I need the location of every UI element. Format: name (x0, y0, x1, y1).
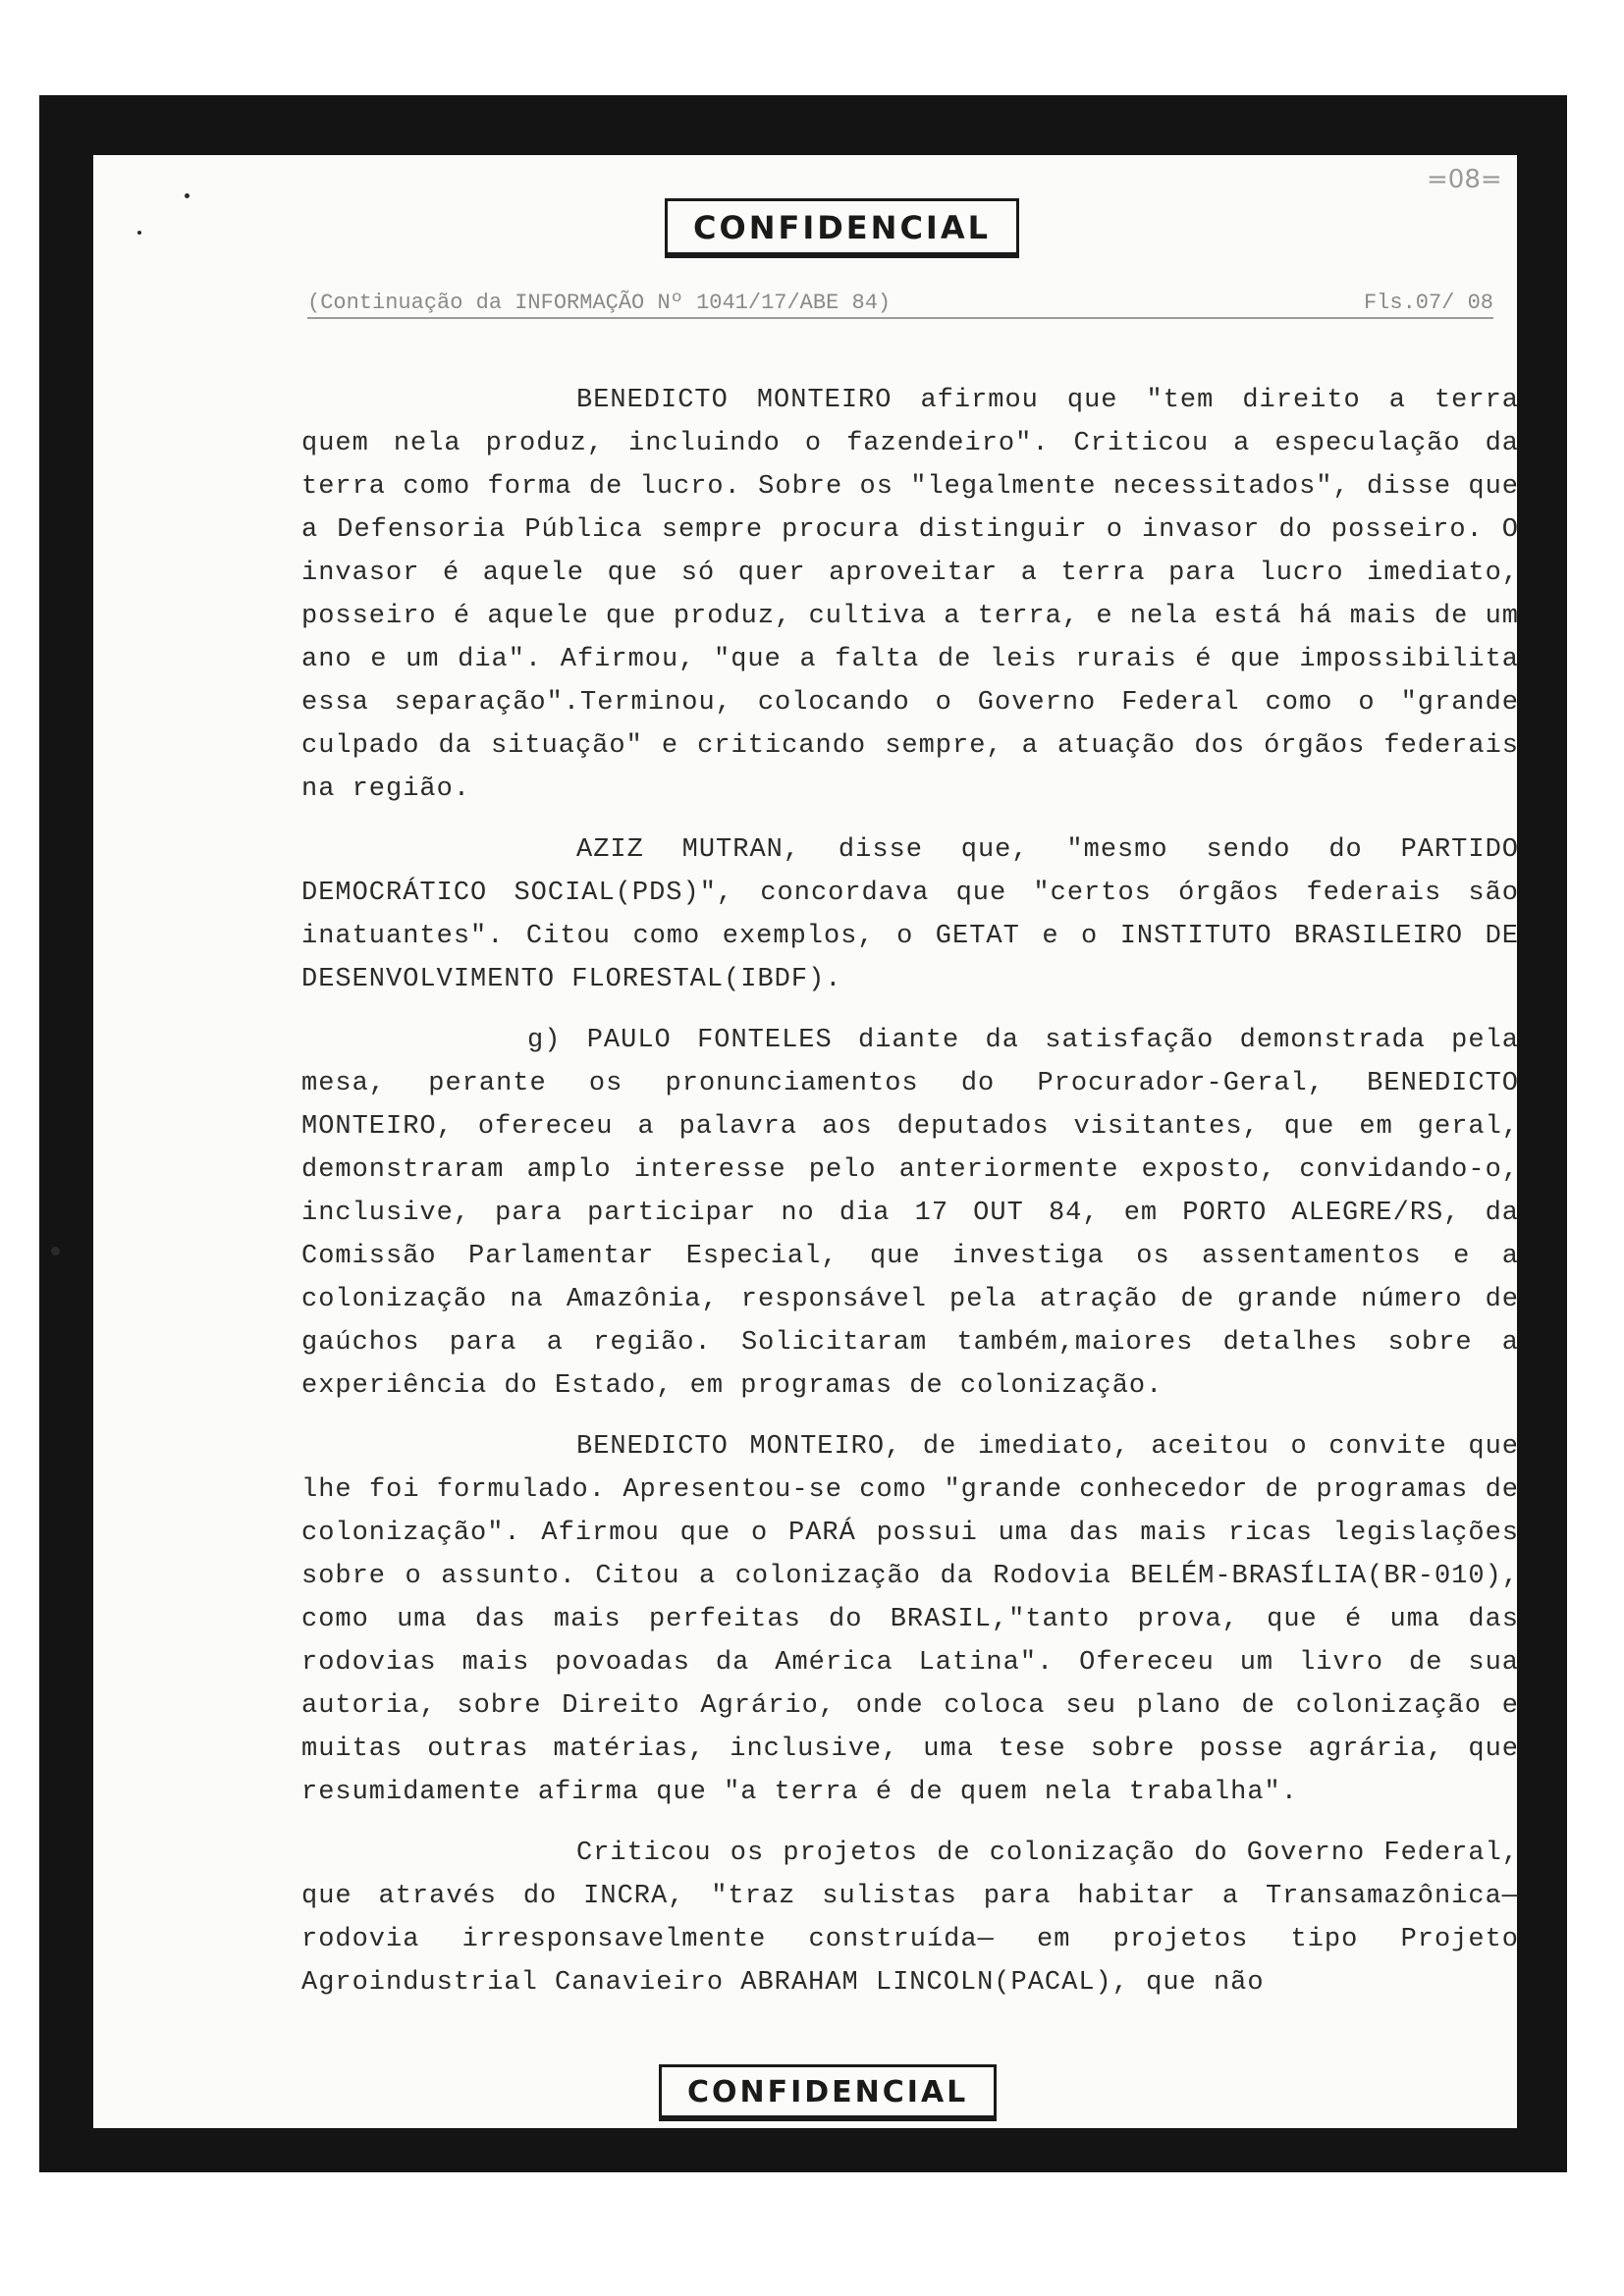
confidential-stamp-bottom: CONFIDENCIAL (659, 2064, 997, 2121)
header-reference: (Continuação da INFORMAÇÃO Nº 1041/17/ABE 84) (307, 291, 892, 315)
paragraph-3: g) PAULO FONTELES diante da satisfação demonstrada pela mesa, perante os pronunciamentos do Procurador-Geral, BENEDICTO MONTEIRO, ofereceu a palavra aos deputados visitantes, que em geral, demonstraram amplo interesse pelo anteriormente exposto, convidando-o, inclusive, para participar no dia 17 OUT 84, em PORTO ALEGRE/RS, da Comissão Parlamentar Especial, que investiga os assentamentos e a colonização na Amazônia, responsável pela atração de grande número de gaúchos para a região. Solicitaram também,maiores detalhes sobre a experiência do Estado, em programas de colonização. (301, 1026, 1519, 1401)
paragraph-4: BENEDICTO MONTEIRO, de imediato, aceitou o convite que lhe foi formulado. Apresentou-se como "grande conhecedor de programas de colonização". Afirmou que o PARÁ possui uma das mais ricas legislações sobre o assunto. Citou a colonização da Rodovia BELÉM-BRASÍLIA(BR-010), como uma das mais perfeitas do BRASIL,"tanto prova, que é uma das rodovias mais povoadas da América Latina". Ofereceu um livro de sua autoria, sobre Direito Agrário, onde coloca seu plano de colonização e muitas outras matérias, inclusive, uma tese sobre posse agrária, que resumidamente afirma que "a terra é de quem nela trabalha". (301, 1432, 1519, 1807)
scan-speck (137, 231, 141, 235)
paragraph-1: BENEDICTO MONTEIRO afirmou que "tem direito a terra quem nela produz, incluindo o fazendeiro". Criticou a especulação da terra como forma de lucro. Sobre os "legalmente necessitados", disse que a Defensoria Pública sempre procura distinguir o invasor do posseiro. O invasor é aquele que só quer aproveitar a terra para lucro imediato, posseiro é aquele que produz, cultiva a terra, e nela está há mais de um ano e um dia". Afirmou, "que a falta de leis rurais é que impossibilita essa separação".Terminou, colocando o Governo Federal como o "grande culpado da situação" e criticando sempre, a atuação dos órgãos federais na região. (301, 386, 1519, 804)
paragraph-5: Criticou os projetos de colonização do Governo Federal, que através do INCRA, "traz sulistas para habitar a Transamazônica— rodovia irresponsavelmente construída— em projetos tipo Projeto Agroindustrial Canavieiro ABRAHAM LINCOLN(PACAL), que não (301, 1839, 1519, 1998)
scan-speck (185, 193, 189, 198)
header-page-number: Fls.07/ 08 (1363, 291, 1493, 315)
body-text (301, 379, 1519, 2022)
document-page (93, 155, 1517, 2128)
paragraph-2: AZIZ MUTRAN, disse que, "mesmo sendo do PARTIDO DEMOCRÁTICO SOCIAL(PDS)", concordava que "certos órgãos federais são inatuantes". Citou como exemplos, o GETAT e o INSTITUTO BRASILEIRO DE DESENVOLVIMENTO FLORESTAL(IBDF). (301, 835, 1519, 994)
confidential-stamp-top: CONFIDENCIAL (665, 198, 1019, 258)
document-header (307, 291, 1493, 319)
scan-speck (51, 1247, 60, 1255)
page-number-mark: =08= (1427, 165, 1502, 194)
